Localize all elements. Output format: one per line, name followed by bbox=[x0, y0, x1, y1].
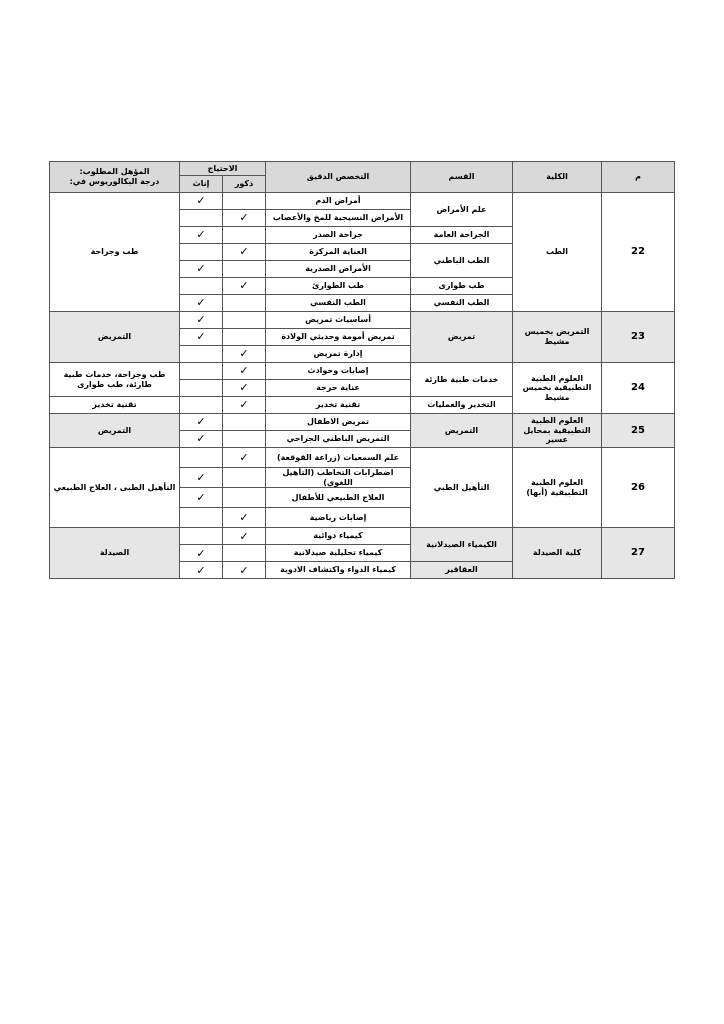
department-cell: الطب النفسي bbox=[411, 295, 513, 312]
checkmark-icon: ✓ bbox=[239, 450, 249, 464]
qualification-cell: تقنية تخدير bbox=[50, 397, 180, 414]
college-cell: التمريض بخميس مشيط bbox=[513, 312, 602, 363]
qualification-cell: التمريض bbox=[50, 414, 180, 448]
female-check-cell bbox=[180, 448, 223, 468]
female-check-cell bbox=[180, 545, 223, 562]
female-check-cell bbox=[180, 193, 223, 210]
male-check-cell bbox=[223, 227, 266, 244]
female-check-cell bbox=[180, 431, 223, 448]
checkmark-icon: ✓ bbox=[239, 211, 249, 225]
checkmark-icon: ✓ bbox=[196, 228, 206, 242]
checkmark-icon: ✓ bbox=[239, 563, 249, 577]
checkmark-icon: ✓ bbox=[239, 245, 249, 259]
checkmark-icon: ✓ bbox=[196, 194, 206, 208]
table-body bbox=[50, 193, 675, 579]
checkmark-icon: ✓ bbox=[239, 511, 249, 525]
specialty-cell: تمريض الاطفال bbox=[266, 414, 411, 431]
department-cell: خدمات طبية طارئة bbox=[411, 363, 513, 397]
table-row bbox=[50, 363, 675, 380]
specialty-cell: طب الطوارئ bbox=[266, 278, 411, 295]
male-check-cell bbox=[223, 414, 266, 431]
female-check-cell bbox=[180, 329, 223, 346]
checkmark-icon: ✓ bbox=[196, 432, 206, 446]
specialty-cell: عناية حرجة bbox=[266, 380, 411, 397]
college-cell: العلوم الطبية التطبيقية (أبها) bbox=[513, 448, 602, 528]
table-row bbox=[50, 193, 675, 210]
specialty-cell: أمراض الدم bbox=[266, 193, 411, 210]
row-number: 24 bbox=[602, 363, 675, 414]
department-cell: العقاقير bbox=[411, 562, 513, 579]
department-cell: التخدير والعمليات bbox=[411, 397, 513, 414]
female-check-cell bbox=[180, 397, 223, 414]
department-cell: الطب الباطني bbox=[411, 244, 513, 278]
row-number: 27 bbox=[602, 528, 675, 579]
department-cell: علم الأمراض bbox=[411, 193, 513, 227]
checkmark-icon: ✓ bbox=[239, 398, 249, 412]
specialty-cell: كيمياء دوائية bbox=[266, 528, 411, 545]
specialty-cell: تمريض أمومة وحديثي الولادة bbox=[266, 329, 411, 346]
specialty-cell: الأمراض النسيجية للمخ والأعصاب bbox=[266, 210, 411, 227]
specialty-cell: أساسيات تمريض bbox=[266, 312, 411, 329]
male-check-cell bbox=[223, 508, 266, 528]
college-cell: كلية الصيدلة bbox=[513, 528, 602, 579]
specialty-cell: علم السمعيات (زراعة القوقعة) bbox=[266, 448, 411, 468]
checkmark-icon: ✓ bbox=[239, 364, 249, 378]
specialty-cell: الأمراض الصدرية bbox=[266, 261, 411, 278]
specialty-cell: التمريض الباطني الجراحي bbox=[266, 431, 411, 448]
header-college: الكلية bbox=[513, 162, 602, 193]
header-num: م bbox=[602, 162, 675, 193]
college-cell: الطب bbox=[513, 193, 602, 312]
qualification-cell: طب وجراحة bbox=[50, 193, 180, 312]
male-check-cell bbox=[223, 562, 266, 579]
header-qualification-line2: درجة البكالوريوس في: bbox=[69, 177, 160, 186]
female-check-cell bbox=[180, 380, 223, 397]
specialty-cell: كيمياء تحليلية صيدلانية bbox=[266, 545, 411, 562]
checkmark-icon: ✓ bbox=[196, 471, 206, 484]
table-row bbox=[50, 528, 675, 545]
checkmark-icon: ✓ bbox=[196, 330, 206, 344]
table-row bbox=[50, 312, 675, 329]
specialty-cell: اضطرابات التخاطب (التأهيل اللغوي) bbox=[266, 468, 411, 488]
female-check-cell bbox=[180, 346, 223, 363]
table-row bbox=[50, 448, 675, 468]
male-check-cell bbox=[223, 261, 266, 278]
female-check-cell bbox=[180, 363, 223, 380]
specialty-cell: كيمياء الدواء واكتشاف الادوية bbox=[266, 562, 411, 579]
specialty-cell: العلاج الطبيعي للأطفال bbox=[266, 488, 411, 508]
checkmark-icon: ✓ bbox=[196, 296, 206, 310]
checkmark-icon: ✓ bbox=[196, 546, 206, 560]
checkmark-icon: ✓ bbox=[239, 529, 249, 543]
specialty-cell: إدارة تمريض bbox=[266, 346, 411, 363]
checkmark-icon: ✓ bbox=[239, 279, 249, 293]
male-check-cell bbox=[223, 488, 266, 508]
header-male: ذكور bbox=[223, 176, 266, 193]
qualification-cell: الصيدلة bbox=[50, 528, 180, 579]
department-cell: التمريض bbox=[411, 414, 513, 448]
female-check-cell bbox=[180, 508, 223, 528]
college-cell: العلوم الطبية التطبيقية بخميس مشيط bbox=[513, 363, 602, 414]
checkmark-icon: ✓ bbox=[196, 415, 206, 429]
female-check-cell bbox=[180, 414, 223, 431]
qualification-cell: طب وجراحة، خدمات طبية طارئة، طب طوارى bbox=[50, 363, 180, 397]
male-check-cell bbox=[223, 329, 266, 346]
header-department: القسم bbox=[411, 162, 513, 193]
header-female: إناث bbox=[180, 176, 223, 193]
male-check-cell bbox=[223, 528, 266, 545]
female-check-cell bbox=[180, 488, 223, 508]
row-number: 23 bbox=[602, 312, 675, 363]
female-check-cell bbox=[180, 244, 223, 261]
female-check-cell bbox=[180, 295, 223, 312]
qualification-cell: التمريض bbox=[50, 312, 180, 363]
female-check-cell bbox=[180, 278, 223, 295]
male-check-cell bbox=[223, 193, 266, 210]
female-check-cell bbox=[180, 261, 223, 278]
specialty-cell: جراحة الصدر bbox=[266, 227, 411, 244]
header-qualification-line1: المؤهل المطلوب: bbox=[79, 167, 150, 177]
male-check-cell bbox=[223, 295, 266, 312]
male-check-cell bbox=[223, 431, 266, 448]
department-cell: طب طوارى bbox=[411, 278, 513, 295]
male-check-cell bbox=[223, 545, 266, 562]
checkmark-icon: ✓ bbox=[196, 313, 206, 327]
female-check-cell bbox=[180, 210, 223, 227]
checkmark-icon: ✓ bbox=[196, 491, 206, 505]
checkmark-icon: ✓ bbox=[196, 262, 206, 276]
college-cell: العلوم الطبية التطبيقية بمحايل عسير bbox=[513, 414, 602, 448]
female-check-cell bbox=[180, 562, 223, 579]
male-check-cell bbox=[223, 397, 266, 414]
specialty-cell: العناية المركزة bbox=[266, 244, 411, 261]
row-number: 25 bbox=[602, 414, 675, 448]
checkmark-icon: ✓ bbox=[239, 381, 249, 395]
male-check-cell bbox=[223, 312, 266, 329]
department-cell: التأهيل الطبي bbox=[411, 448, 513, 528]
specialty-cell: الطب النفسي bbox=[266, 295, 411, 312]
male-check-cell bbox=[223, 363, 266, 380]
male-check-cell bbox=[223, 468, 266, 488]
header-qualification bbox=[50, 162, 180, 193]
row-number: 26 bbox=[602, 448, 675, 528]
department-cell: تمريض bbox=[411, 312, 513, 363]
female-check-cell bbox=[180, 227, 223, 244]
requirements-table bbox=[49, 161, 675, 579]
checkmark-icon: ✓ bbox=[196, 563, 206, 577]
checkmark-icon: ✓ bbox=[239, 347, 249, 361]
female-check-cell bbox=[180, 312, 223, 329]
header-need: الاحتياج bbox=[180, 162, 266, 176]
row-number: 22 bbox=[602, 193, 675, 312]
specialty-cell: إصابات وحوادث bbox=[266, 363, 411, 380]
department-cell: الجراحة العامة bbox=[411, 227, 513, 244]
specialty-cell: تقنية تخدير bbox=[266, 397, 411, 414]
male-check-cell bbox=[223, 278, 266, 295]
female-check-cell bbox=[180, 468, 223, 488]
male-check-cell bbox=[223, 210, 266, 227]
female-check-cell bbox=[180, 528, 223, 545]
male-check-cell bbox=[223, 244, 266, 261]
male-check-cell bbox=[223, 448, 266, 468]
specialty-cell: إصابات رياضية bbox=[266, 508, 411, 528]
department-cell: الكيمياء الصيدلانية bbox=[411, 528, 513, 562]
qualification-cell: التأهيل الطبى ، العلاج الطبيعي bbox=[50, 448, 180, 528]
male-check-cell bbox=[223, 380, 266, 397]
table-row bbox=[50, 414, 675, 431]
male-check-cell bbox=[223, 346, 266, 363]
header-specialty: التخصص الدقيق bbox=[266, 162, 411, 193]
